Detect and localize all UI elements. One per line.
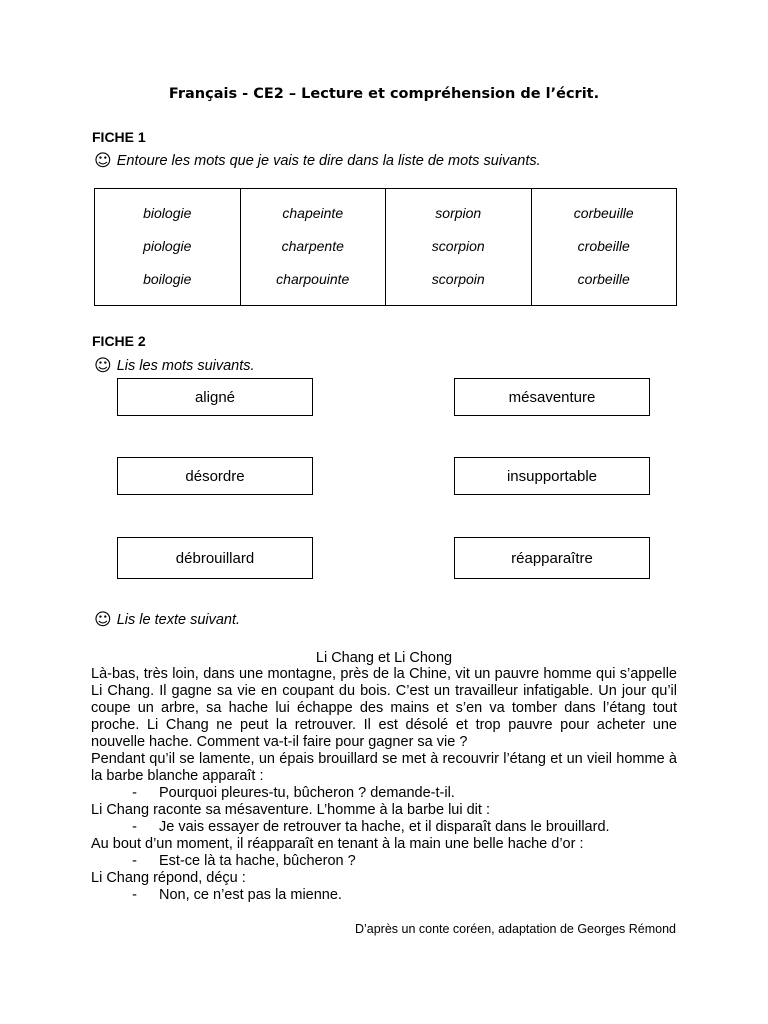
word-column [240, 189, 386, 306]
word-list-table [94, 188, 677, 306]
dialogue-text: Pourquoi pleures-tu, bûcheron ? demande-t-il. [159, 785, 455, 801]
fiche-2-label: FICHE 2 [92, 333, 146, 349]
text-instruction [94, 610, 240, 630]
story-title: Li Chang et Li Chong [315, 650, 453, 666]
word-option[interactable]: boilogie [143, 271, 192, 287]
dialogue-line [91, 785, 677, 802]
word-option[interactable]: charpouinte [276, 271, 350, 287]
page-title: Français - CE2 – Lecture et compréhension de l’écrit. [168, 86, 600, 102]
smiley-icon: ☺ [94, 151, 112, 171]
dash-marker: - [132, 819, 137, 835]
story-text [91, 666, 677, 904]
smiley-icon: ☺ [94, 356, 112, 376]
word-option[interactable]: charpente [281, 238, 344, 254]
instruction-text: Lis le texte suivant. [116, 612, 241, 628]
word-box: désordre [117, 457, 313, 495]
dash-marker: - [132, 853, 137, 869]
fiche-2-instruction [94, 356, 255, 376]
source-credit: D’après un conte coréen, adaptation de Georges Rémond [354, 922, 676, 936]
word-box: mésaventure [454, 378, 650, 416]
dash-marker: - [132, 785, 137, 801]
word-option[interactable]: corbeille [577, 271, 630, 287]
word-option[interactable]: chapeinte [282, 205, 344, 221]
word-column [95, 189, 241, 306]
word-box: aligné [117, 378, 313, 416]
dialogue-line [91, 819, 677, 836]
word-option[interactable]: scorpion [431, 238, 485, 254]
dialogue-text: Est-ce là ta hache, bûcheron ? [159, 853, 356, 869]
word-box: insupportable [454, 457, 650, 495]
paragraph: Li Chang répond, déçu : [91, 870, 246, 886]
paragraph: Là-bas, très loin, dans une montagne, près de la Chine, vit un pauvre homme qui s’appelle Li Chang. Il gagne sa vie en coupant du bois. C’est un travailleur infatigable. Un jour qu’il coupe un arbre, sa hache lui échappe des mains et s’en va tomber dans l’étang tout proche. Li Chang ne peut la retrouver. Il est désolé et trop pauvre pour acheter une nouvelle hache. Comment va-t-il faire pour gagner sa vie ? [91, 666, 677, 750]
dialogue-line [91, 887, 677, 904]
dialogue-line [91, 853, 677, 870]
word-column [531, 189, 677, 306]
word-box: réapparaître [454, 537, 650, 579]
word-option[interactable]: corbeuille [573, 205, 634, 221]
word-option[interactable]: biologie [143, 205, 192, 221]
smiley-icon: ☺ [94, 610, 112, 630]
word-option[interactable]: crobeille [577, 238, 630, 254]
instruction-text: Lis les mots suivants. [116, 358, 255, 374]
dash-marker: - [132, 887, 137, 903]
paragraph: Li Chang raconte sa mésaventure. L’homme à la barbe lui dit : [91, 802, 490, 818]
word-option[interactable]: scorpoin [431, 271, 485, 287]
fiche-1-instruction [94, 151, 541, 171]
fiche-1-label: FICHE 1 [92, 129, 146, 145]
dialogue-text: Je vais essayer de retrouver ta hache, et il disparaît dans le brouillard. [159, 819, 610, 835]
word-column [386, 189, 532, 306]
word-option[interactable]: sorpion [435, 205, 482, 221]
paragraph: Au bout d’un moment, il réapparaît en tenant à la main une belle hache d’or : [91, 836, 584, 852]
word-box: débrouillard [117, 537, 313, 579]
paragraph: Pendant qu’il se lamente, un épais brouillard se met à recouvrir l’étang et un vieil homme à la barbe blanche apparaît : [91, 751, 677, 784]
dialogue-text: Non, ce n’est pas la mienne. [159, 887, 342, 903]
instruction-text: Entoure les mots que je vais te dire dans la liste de mots suivants. [116, 153, 541, 169]
word-option[interactable]: piologie [143, 238, 192, 254]
